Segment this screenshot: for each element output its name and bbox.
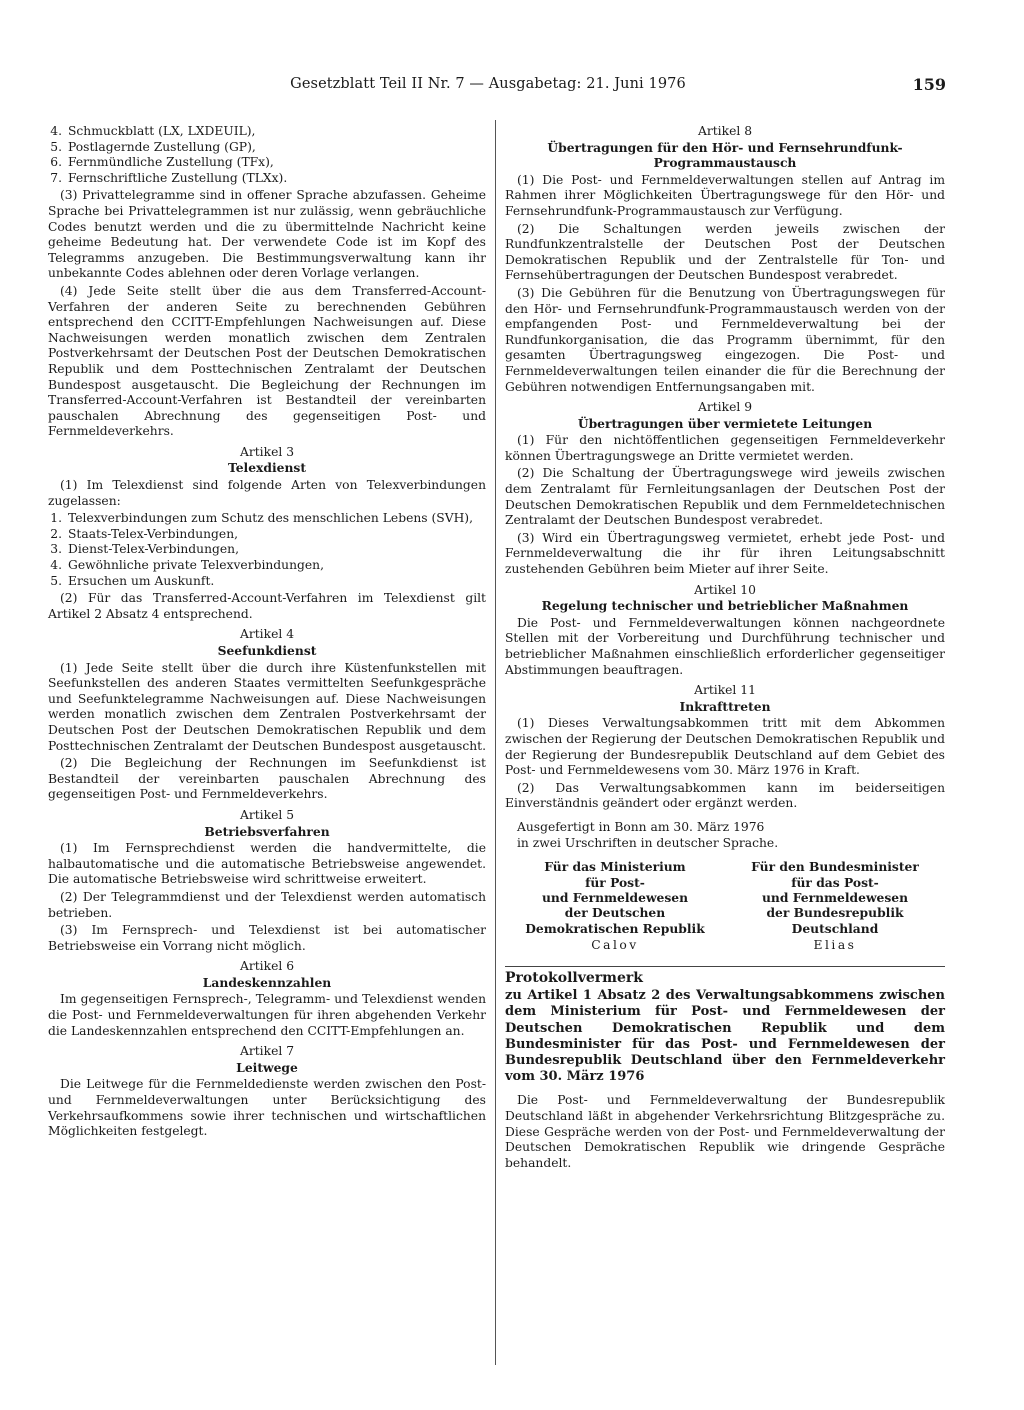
list-item-text: Fernmündliche Zustellung (TFx), (68, 155, 274, 170)
list-item (48, 527, 486, 543)
list-item-number: 3. (50, 542, 62, 557)
section-divider (505, 966, 945, 967)
paragraph: (2) Der Telegrammdienst und der Telexdienst werden automatisch betrieben. (48, 889, 486, 920)
list-item (48, 171, 486, 187)
signature-line: für das Post- (791, 874, 879, 890)
page-header (30, 76, 946, 100)
list-item-text: Fernschriftliche Zustellung (TLXx). (68, 170, 288, 185)
article-number: Artikel 3 (239, 444, 295, 459)
list-item-text: Schmuckblatt (LX, LXDEUIL), (68, 124, 256, 138)
list-item (48, 140, 486, 156)
paragraph: (2) Das Verwaltungsabkommen kann im beiderseitigen Einverständnis geändert oder ergänzt werden. (505, 780, 945, 811)
list-item-number: 4. (50, 558, 62, 573)
signature-right (725, 859, 945, 953)
article-title: Landeskennzahlen (202, 974, 332, 990)
place-date (505, 820, 945, 851)
list-item-text: Ersuchen um Auskunft. (68, 573, 215, 588)
list-item (48, 155, 486, 171)
list-item-text: Postlagernde Zustellung (GP), (68, 139, 256, 154)
signature-line: Demokratischen Republik (525, 920, 705, 936)
page-number: 159 (912, 75, 946, 94)
signature-line: Für das Ministerium (544, 859, 686, 875)
paragraph: Im gegenseitigen Fernsprech-, Telegramm- und Telexdienst wenden die Post- und Fernmeldeverwaltungen für ihren abgehenden Verkehr die Landeskennzahlen entsprechend den CCITT-Empfehlungen an. (48, 992, 486, 1038)
paragraph: (1) Für den nichtöffentlichen gegenseitigen Fernmeldeverkehr können Übertragungswege an Dritte vermietet werden. (505, 433, 945, 463)
left-column (48, 124, 486, 1142)
article-number: Artikel 4 (239, 627, 295, 642)
article-title: Übertragungen für den Hör- und Fernsehrundfunk-Programmaustausch (547, 139, 903, 171)
paragraph: (4) Jede Seite stellt über die aus dem Transferred-Account-Verfahren der anderen Seite zu berechnenden Gebühren entsprechend den CCITT-Empfehlungen Nachweisungen auf. Diese Nachweisungen werden monatlich zwischen dem Zentralen Postverkehrsamt der Deutschen Post der Deutschen Demokratischen Republik und dem Posttechnischen Zentralamt der Deutschen Bundespost ausgetauscht. Die Begleichung der Rechnungen im Transferred-Account-Verfahren ist Bestandteil der vereinbarten pauschalen Abrechnung des gegenseitigen Post- und Fernmeldeverkehrs. (48, 283, 486, 439)
article-number: Artikel 5 (239, 807, 295, 822)
signature-line: Für den Bundesminister (751, 859, 919, 875)
article-title: Telexdienst (227, 460, 307, 476)
paragraph: Die Leitwege für die Fernmeldedienste werden zwischen den Post- und Fernmeldeverwaltungen unter Berücksichtigung des Verkehrsaufkommens sowie ihrer technischen und wirtschaftlichen Möglichkeiten festgelegt. (48, 1077, 486, 1139)
signature-line: und Fernmeldewesen (541, 889, 689, 905)
signature-line: Deutschland (791, 920, 879, 936)
article-number: Artikel 6 (239, 959, 295, 974)
article-title: Inkrafttreten (679, 698, 771, 714)
list-item-text: Gewöhnliche private Telexverbindungen, (68, 558, 325, 573)
signature-line: und Fernmeldewesen (761, 889, 909, 905)
place-date-line: Ausgefertigt in Bonn am 30. März 1976 (517, 819, 765, 834)
article-number: Artikel 10 (694, 582, 756, 597)
list-item (48, 124, 486, 140)
signature-block (505, 859, 945, 953)
list-item-text: Staats-Telex-Verbindungen, (68, 526, 239, 541)
list-top (48, 124, 486, 186)
paragraph: (2) Die Schaltungen werden jeweils zwischen der Rundfunkzentralstelle der Deutschen Post der Deutschen Demokratischen Republik und der Zentralstelle für Ton- und Fernsehübertragungen der Deutschen Bundespost verabredet. (505, 221, 945, 283)
article-number: Artikel 8 (697, 124, 753, 138)
paragraph: Die Post- und Fernmeldeverwaltungen können nachgeordnete Stellen mit der Vorbereitung und Durchführung technischer und betrieblicher Maßnahmen einschließlich erforderlicher gegenseitiger Abstimmungen beauftragen. (505, 615, 945, 677)
article-title: Betriebsverfahren (204, 823, 330, 839)
telex-list (48, 511, 486, 589)
article-title: Seefunkdienst (217, 643, 317, 658)
place-date-line: in zwei Urschriften in deutscher Sprache. (517, 835, 779, 850)
paragraph: (3) Im Fernsprech- und Telexdienst ist bei automatischer Betriebsweise ein Vorrang nicht möglich. (48, 923, 486, 953)
list-item-number: 2. (50, 526, 62, 541)
list-item (48, 558, 486, 574)
protocol-subheading: zu Artikel 1 Absatz 2 des Verwaltungsabkommens zwischen dem Ministerium für Post- und Fernmeldewesen der Deutschen Demokratischen Republik und dem Bundesminister für das Post- und Fernmeldewesen der Bundesrepublik Deutschland über den Fernmeldeverkehr vom 30. März 1976 (505, 988, 945, 1085)
list-item-number: 6. (50, 155, 62, 170)
page-title: Gesetzblatt Teil II Nr. 7 — Ausgabetag: 21. Juni 1976 (290, 76, 686, 92)
list-item-number: 5. (50, 573, 62, 588)
paragraph: Die Post- und Fernmeldeverwaltung der Bundesrepublik Deutschland läßt in abgehender Verkehrsrichtung Blitzgespräche zu. Diese Gespräche werden von der Post- und Fernmeldeverwaltung der Deutschen Demokratischen Republik wie dringende Gespräche behandelt. (505, 1093, 945, 1170)
article-title: Übertragungen über vermietete Leitungen (577, 415, 873, 431)
signature-line: für Post- (585, 874, 645, 890)
article-title: Regelung technischer und betrieblicher Maßnahmen (541, 598, 909, 614)
article-number: Artikel 11 (694, 683, 756, 698)
article-title: Leitwege (236, 1059, 298, 1075)
paragraph: (1) Jede Seite stellt über die durch ihre Küstenfunkstellen mit Seefunkstellen des anderen Staates vermittelten Seefunkgespräche und Seefunktelegramme Nachweisungen auf. Diese Nachweisungen werden monatlich zwischen dem Zentralen Postverkehrsamt der Deutschen Post der Deutschen Demokratischen Republik und dem Posttechnischen Zentralamt der Deutschen Bundespost ausgetauscht. (48, 660, 486, 753)
list-item (48, 574, 486, 590)
paragraph: (2) Die Begleichung der Rechnungen im Seefunkdienst ist Bestandteil der vereinbarten pauschalen Abrechnung des gegenseitigen Post- und Fernmeldeverkehrs. (48, 756, 486, 802)
list-item-number: 5. (50, 139, 62, 154)
paragraph: (1) Im Telexdienst sind folgende Arten von Telexverbindungen zugelassen: (48, 478, 486, 508)
column-divider (495, 120, 496, 1365)
paragraph: (2) Die Schaltung der Übertragungswege wird jeweils zwischen dem Zentralamt für Fernleitungsanlagen der Deutschen Post der Deutschen Demokratischen Republik und dem Fernmeldetechnischen Zentralamt der Deutschen Bundespost verabredet. (505, 466, 945, 528)
signatory-name: Calov (591, 938, 639, 953)
signature-left (505, 859, 725, 953)
paragraph: (3) Wird ein Übertragungsweg vermietet, erhebt jede Post- und Fernmeldeverwaltung die ihr für ihren Leitungsabschnitt zustehenden Gebühren beim Mieter auf ihrer Seite. (505, 530, 945, 577)
paragraph: (3) Privattelegramme sind in offener Sprache abzufassen. Geheime Sprache bei Privattelegrammen ist nur zulässig, wenn gebräuchliche Codes benutzt werden und die zu übermittelnde Nachricht keine geheime Bedeutung hat. Der verwendete Code ist im Kopf des Telegramms anzugeben. Die Bestimmungsverwaltung kann ihr unbekannte Codes ablehnen oder deren Vorlage verlangen. (48, 188, 486, 281)
paragraph: (1) Dieses Verwaltungsabkommen tritt mit dem Abkommen zwischen der Regierung der Deutschen Demokratischen Republik und der Regierung der Bundesrepublik Deutschland auf dem Gebiet des Post- und Fernmeldewesens vom 30. März 1976 in Kraft. (505, 716, 945, 778)
protocol-heading: Protokollvermerk (505, 969, 643, 986)
paragraph: (1) Die Post- und Fernmeldeverwaltungen stellen auf Antrag im Rahmen ihrer Möglichkeiten Übertragungswege für den Hör- und Fernsehrundfunk-Programmaustausch zur Verfügung. (505, 172, 945, 218)
list-item (48, 542, 486, 558)
article-number: Artikel 7 (239, 1044, 295, 1059)
list-item (48, 511, 486, 527)
signatory-name: Elias (813, 938, 857, 953)
list-item-number: 7. (50, 170, 62, 185)
list-item-text: Dienst-Telex-Verbindungen, (68, 542, 239, 557)
paragraph: (2) Für das Transferred-Account-Verfahren im Telexdienst gilt Artikel 2 Absatz 4 entsprechend. (48, 591, 486, 621)
signature-line: der Bundesrepublik (766, 905, 904, 921)
paragraph: (3) Die Gebühren für die Benutzung von Übertragungswegen für den Hör- und Fernsehrundfunk-Programmaustausch werden von der empfangenden Post- und Fernmeldeverwaltung bei der Rundfunkorganisation, die das Programm übernimmt, für den gesamten Übertragungsweg eingezogen. Die Post- und Fernmeldeverwaltungen teilen einander die für die Berechnung der Gebühren notwendigen Entfernungsangaben mit. (505, 285, 945, 394)
list-item-number: 4. (50, 124, 62, 138)
right-column (505, 124, 945, 1173)
signature-line: der Deutschen (564, 905, 666, 921)
paragraph: (1) Im Fernsprechdienst werden die handvermittelte, die halbautomatische und die automatische Betriebsweise angewendet. Die automatische Betriebsweise wird schrittweise erweitert. (48, 841, 486, 887)
article-number: Artikel 9 (697, 400, 753, 415)
list-item-text: Telexverbindungen zum Schutz des menschlichen Lebens (SVH), (68, 511, 474, 526)
list-item-number: 1. (50, 511, 62, 526)
